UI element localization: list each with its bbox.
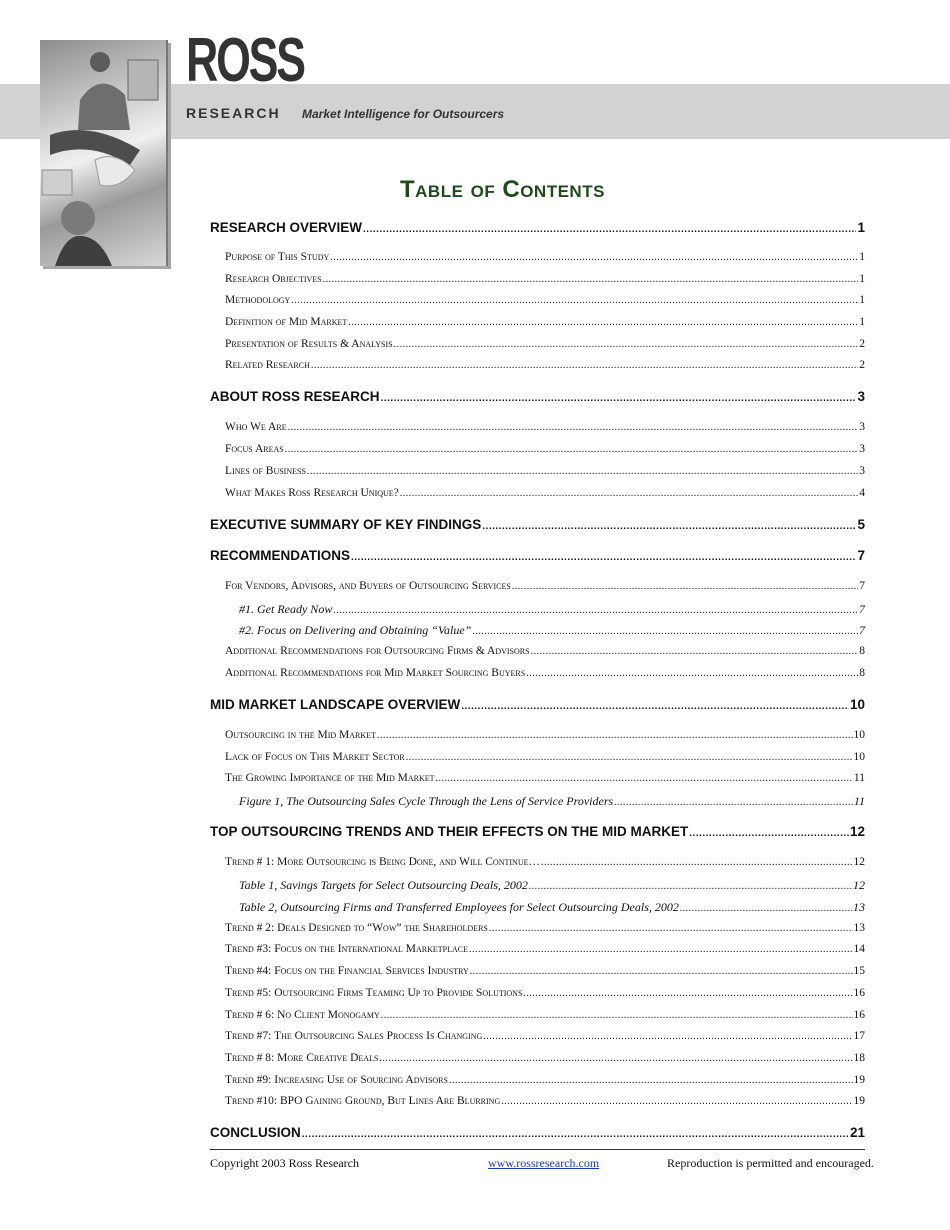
toc-item-title: Table 2, Outsourcing Firms and Transferred Employees for Select Outsourcing Deals, 2002 [239,900,679,914]
toc-leader [381,389,857,404]
toc-leader [469,943,853,955]
toc-page-number: 3 [859,443,865,455]
toc-item-entry[interactable] [225,943,865,955]
toc-section-title: EXECUTIVE SUMMARY OF KEY FINDINGS [210,517,482,532]
toc-leader [472,623,858,638]
toc-item-entry[interactable] [225,645,865,657]
toc-leader [541,856,853,868]
footer-link-wrap [488,1156,599,1171]
toc-item-title: Trend #10: BPO Gaining Ground, But Lines Are Blurring [225,1095,501,1107]
toc-item-title: Research Objectives [225,273,322,285]
toc-page-number: 13 [853,922,865,934]
toc-section-title: RESEARCH OVERVIEW [210,220,363,235]
toc-item-entry[interactable] [225,294,865,306]
toc-item-entry[interactable] [225,667,865,679]
toc-page-number: 1 [859,316,865,328]
toc-page-number: 10 [853,751,865,763]
footer-copyright: Copyright 2003 Ross Research [210,1156,359,1170]
toc-item-title: The Growing Importance of the Mid Market [225,772,435,784]
toc-section-entry[interactable] [210,1125,865,1140]
toc-item-title: Additional Recommendations for Outsourcing Firms & Advisors [225,645,530,657]
toc-item-title: Presentation of Results & Analysis [225,338,393,350]
footer-note: Reproduction is permitted and encouraged. [667,1156,874,1170]
toc-page-number: 17 [853,1030,865,1042]
toc-leader [689,824,849,839]
toc-page-number: 16 [853,987,865,999]
toc-leader [436,772,853,784]
toc-leader [461,697,849,712]
toc-page-number: 7 [859,623,865,637]
toc-item-title: #1. Get Ready Now [239,602,333,616]
toc-item-title: Lack of Focus on This Market Sector [225,751,405,763]
toc-item-entry[interactable] [225,1074,865,1086]
toc-page-number: 10 [853,729,865,741]
toc-item-entry[interactable] [225,987,865,999]
toc-leader [614,794,853,809]
toc-item-title: Figure 1, The Outsourcing Sales Cycle Through the Lens of Service Providers [239,794,614,808]
toc-item-entry[interactable] [225,729,865,741]
toc-leader [526,667,858,679]
toc-item-title: Trend # 6: No Client Monogamy [225,1009,380,1021]
toc-item-entry[interactable] [225,273,865,285]
toc-item-title: Outsourcing in the Mid Market [225,729,376,741]
toc-subitem-entry[interactable] [239,623,865,638]
toc-page-number: 1 [859,294,865,306]
page-title: Table of Contents [400,176,605,203]
toc-page-number: 16 [853,1009,865,1021]
toc-page-number: 14 [853,943,865,955]
toc-item-title: Trend # 2: Deals Designed to “Wow” the Shareholders [225,922,488,934]
toc-leader [400,487,858,499]
toc-leader [330,251,858,263]
toc-leader [489,922,853,934]
toc-leader [348,316,858,328]
toc-item-entry[interactable] [225,580,865,592]
toc-leader [529,878,852,893]
toc-page-number: 2 [859,338,865,350]
toc-leader [501,1095,852,1107]
toc-leader [449,1074,853,1086]
toc-item-title: Who We Are [225,421,287,433]
toc-leader [377,729,853,741]
toc-page-number: 12 [853,856,865,868]
toc-item-entry[interactable] [225,359,865,371]
toc-page-number: 12 [853,878,865,892]
toc-item-title: #2. Focus on Delivering and Obtaining “Value” [239,623,472,637]
toc-page-number: 12 [849,824,865,839]
toc-item-title: Trend #5: Outsourcing Firms Teaming Up to Provide Solutions [225,987,523,999]
toc-leader [680,900,852,915]
toc-section-entry[interactable] [210,220,865,235]
toc-item-entry[interactable] [225,465,865,477]
toc-leader [531,645,859,657]
toc-subitem-entry[interactable] [239,900,865,915]
toc-page-number: 11 [853,772,865,784]
toc-leader [512,580,858,592]
toc-page-number: 3 [859,421,865,433]
toc-item-title: Trend #9: Increasing Use of Sourcing Advisors [225,1074,448,1086]
toc-item-title: Trend #7: The Outsourcing Sales Process Is Changing [225,1030,483,1042]
toc-leader [288,421,859,433]
toc-section-title: RECOMMENDATIONS [210,548,350,563]
toc-item-entry[interactable] [225,421,865,433]
toc-leader [523,987,852,999]
toc-item-entry[interactable] [225,1052,865,1064]
toc-item-entry[interactable] [225,316,865,328]
toc-page-number: 15 [853,965,865,977]
toc-item-entry[interactable] [225,487,865,499]
toc-item-title: Additional Recommendations for Mid Market Sourcing Buyers [225,667,526,679]
logo-research: RESEARCH [186,105,281,121]
toc-page-number: 7 [859,580,865,592]
toc-item-title: Purpose of This Study [225,251,330,263]
toc-section-entry[interactable] [210,517,865,532]
toc-item-entry[interactable] [225,251,865,263]
toc-page-number: 8 [859,667,865,679]
toc-item-title: Lines of Business [225,465,306,477]
tagline: Market Intelligence for Outsourcers [302,107,505,121]
toc-item-title: Focus Areas [225,443,284,455]
toc-page-number: 8 [859,645,865,657]
toc-page-number: 19 [853,1095,865,1107]
toc-item-entry[interactable] [225,922,865,934]
toc-section-entry[interactable] [210,389,865,404]
toc-page-number: 7 [857,548,865,563]
toc-item-entry[interactable] [225,1009,865,1021]
toc-item-entry[interactable] [225,772,865,784]
logo-ross: ROSS [186,26,304,95]
toc-item-entry[interactable] [225,338,865,350]
toc-page-number: 13 [853,900,865,914]
toc-page-number: 5 [857,517,865,532]
toc-page-number: 4 [859,487,865,499]
toc-leader [470,965,853,977]
toc-item-title: Methodology [225,294,291,306]
toc-page-number: 1 [859,273,865,285]
toc-leader [363,220,856,235]
toc-item-entry[interactable] [225,1095,865,1107]
footer-divider [210,1149,865,1150]
toc-leader [381,1009,853,1021]
toc-section-title: TOP OUTSOURCING TRENDS AND THEIR EFFECTS ON THE MID MARKET [210,824,689,839]
toc-item-title: What Makes Ross Research Unique? [225,487,399,499]
toc-leader [311,359,858,371]
toc-item-title: Trend #4: Focus on the Financial Services Industry [225,965,469,977]
toc-page-number: 19 [853,1074,865,1086]
business-people-photo [40,40,168,266]
toc-leader [379,1052,852,1064]
toc-item-title: Definition of Mid Market [225,316,348,328]
toc-page-number: 7 [859,602,865,616]
toc-item-title: Trend # 8: More Creative Deals [225,1052,379,1064]
toc-page-number: 3 [859,465,865,477]
toc-subitem-entry[interactable] [239,794,865,809]
toc-item-entry[interactable] [225,751,865,763]
toc-leader [285,443,859,455]
toc-item-title: Table 1, Savings Targets for Select Outsourcing Deals, 2002 [239,878,528,892]
toc-leader [323,273,859,285]
toc-section-entry[interactable] [210,697,865,712]
toc-section-title: CONCLUSION [210,1125,301,1140]
toc-item-title: Related Research [225,359,310,371]
toc-leader [406,751,853,763]
toc-item-entry[interactable] [225,443,865,455]
website-link[interactable]: www.rossresearch.com [488,1156,600,1170]
toc-section-entry[interactable] [210,548,865,563]
toc-leader [351,548,856,563]
toc-leader [394,338,859,350]
toc-page-number: 18 [853,1052,865,1064]
toc-leader [333,602,858,617]
toc-item-title: Trend # 1: More Outsourcing is Being Done, and Will Continue… [225,856,540,868]
toc-item-title: For Vendors, Advisors, and Buyers of Outsourcing Services [225,580,511,592]
toc-leader [483,1030,852,1042]
toc-leader [291,294,858,306]
toc-item-title: Trend #3: Focus on the International Marketplace [225,943,468,955]
toc-subitem-entry[interactable] [239,878,865,893]
toc-page-number: 11 [853,794,865,808]
toc-section-title: ABOUT ROSS RESEARCH [210,389,380,404]
toc-page-number: 21 [849,1125,865,1140]
toc-page-number: 3 [857,389,865,404]
toc-subitem-entry[interactable] [239,602,865,617]
toc-leader [302,1125,849,1140]
toc-page-number: 1 [857,220,865,235]
toc-section-entry[interactable] [210,824,865,839]
toc-item-entry[interactable] [225,856,865,868]
toc-leader [482,517,856,532]
toc-page-number: 1 [859,251,865,263]
toc-leader [307,465,858,477]
toc-section-title: MID MARKET LANDSCAPE OVERVIEW [210,697,461,712]
toc-item-entry[interactable] [225,1030,865,1042]
toc-page-number: 10 [849,697,865,712]
toc-item-entry[interactable] [225,965,865,977]
toc-page-number: 2 [859,359,865,371]
